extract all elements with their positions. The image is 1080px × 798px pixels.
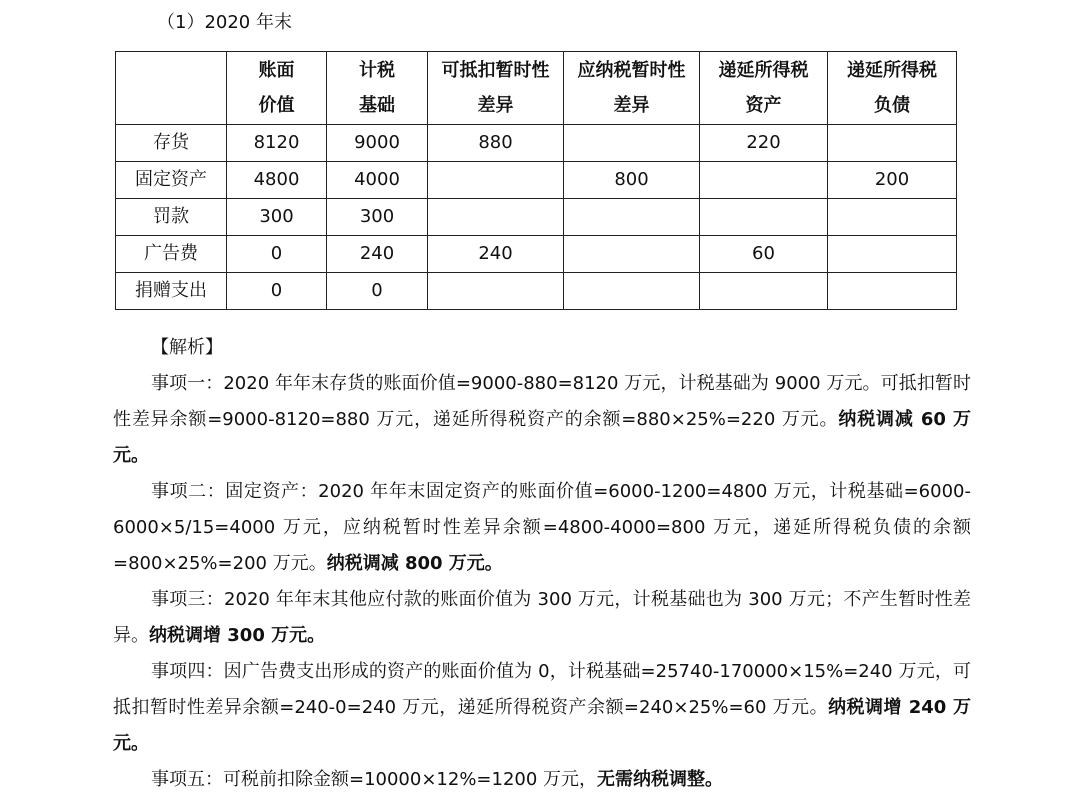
table-row [116, 162, 957, 199]
table-cell [700, 199, 828, 236]
table-cell: 60 [700, 236, 828, 273]
table-cell: 0 [227, 236, 327, 273]
row-label: 捐赠支出 [116, 273, 227, 310]
table-cell [828, 273, 957, 310]
table-cell [700, 162, 828, 199]
table-cell [828, 125, 957, 162]
table-cell: 880 [428, 125, 564, 162]
table-cell [428, 199, 564, 236]
table-cell: 240 [428, 236, 564, 273]
table-row [116, 236, 957, 273]
table-cell [428, 162, 564, 199]
table-cell: 220 [700, 125, 828, 162]
row-label: 罚款 [116, 199, 227, 236]
section-title: （1）2020 年末 [157, 12, 292, 33]
table-cell [700, 273, 828, 310]
row-label: 广告费 [116, 236, 227, 273]
table-cell: 9000 [327, 125, 428, 162]
table-cell: 300 [227, 199, 327, 236]
analysis-item-3: 事项三：2020 年年末其他应付款的账面价值为 300 万元，计税基础也为 300 万元；不产生暂时性差异。纳税调增 300 万元。 [113, 589, 971, 646]
header-taxable-difference: 应纳税暂时性 差异 [564, 52, 700, 125]
row-label: 固定资产 [116, 162, 227, 199]
table-cell: 4000 [327, 162, 428, 199]
table-cell [564, 273, 700, 310]
header-tax-base: 计税 基础 [327, 52, 428, 125]
table-row [116, 199, 957, 236]
header-deferred-tax-asset: 递延所得税 资产 [700, 52, 828, 125]
analysis-item-5: 事项五：可税前扣除金额=10000×12%=1200 万元，无需纳税调整。 [151, 769, 724, 790]
header-deductible-difference: 可抵扣暂时性 差异 [428, 52, 564, 125]
table-cell: 8120 [227, 125, 327, 162]
table-cell: 300 [327, 199, 428, 236]
table-cell: 4800 [227, 162, 327, 199]
table-row [116, 273, 957, 310]
analysis-item-4: 事项四：因广告费支出形成的资产的账面价值为 0，计税基础=25740-170000×15%=240 万元，可抵扣暂时性差异余额=240-0=240 万元，递延所得税资产余额=240×25%=60 万元。纳税调增 240 万元。 [113, 661, 972, 754]
table-cell: 240 [327, 236, 428, 273]
table-cell [828, 199, 957, 236]
table-cell [564, 236, 700, 273]
header-deferred-tax-liability: 递延所得税 负债 [828, 52, 957, 125]
analysis-section [113, 330, 971, 798]
analysis-item-1: 事项一：2020 年年末存货的账面价值=9000-880=8120 万元，计税基础为 9000 万元。可抵扣暂时性差异余额=9000-8120=880 万元，递延所得税资产的余额=880×25%=220 万元。纳税调减 60 万元。 [113, 373, 971, 466]
header-book-value: 账面 价值 [227, 52, 327, 125]
table-cell [428, 273, 564, 310]
analysis-item-2: 事项二：固定资产：2020 年年末固定资产的账面价值=6000-1200=4800 万元，计税基础=6000-6000×5/15=4000 万元，应纳税暂时性差异余额=4800-4000=800 万元，递延所得税负债的余额=800×25%=200 万元。纳税调减 800 万元。 [113, 481, 971, 574]
table-cell [564, 125, 700, 162]
table-cell: 200 [828, 162, 957, 199]
deferred-tax-table [115, 51, 957, 310]
table-cell [564, 199, 700, 236]
table-cell: 0 [327, 273, 428, 310]
table-row [116, 125, 957, 162]
header-blank [116, 52, 227, 125]
table-cell: 800 [564, 162, 700, 199]
row-label: 存货 [116, 125, 227, 162]
table-header-row [116, 52, 957, 125]
table-cell: 0 [227, 273, 327, 310]
table-cell [828, 236, 957, 273]
analysis-heading: 【解析】 [151, 337, 223, 358]
